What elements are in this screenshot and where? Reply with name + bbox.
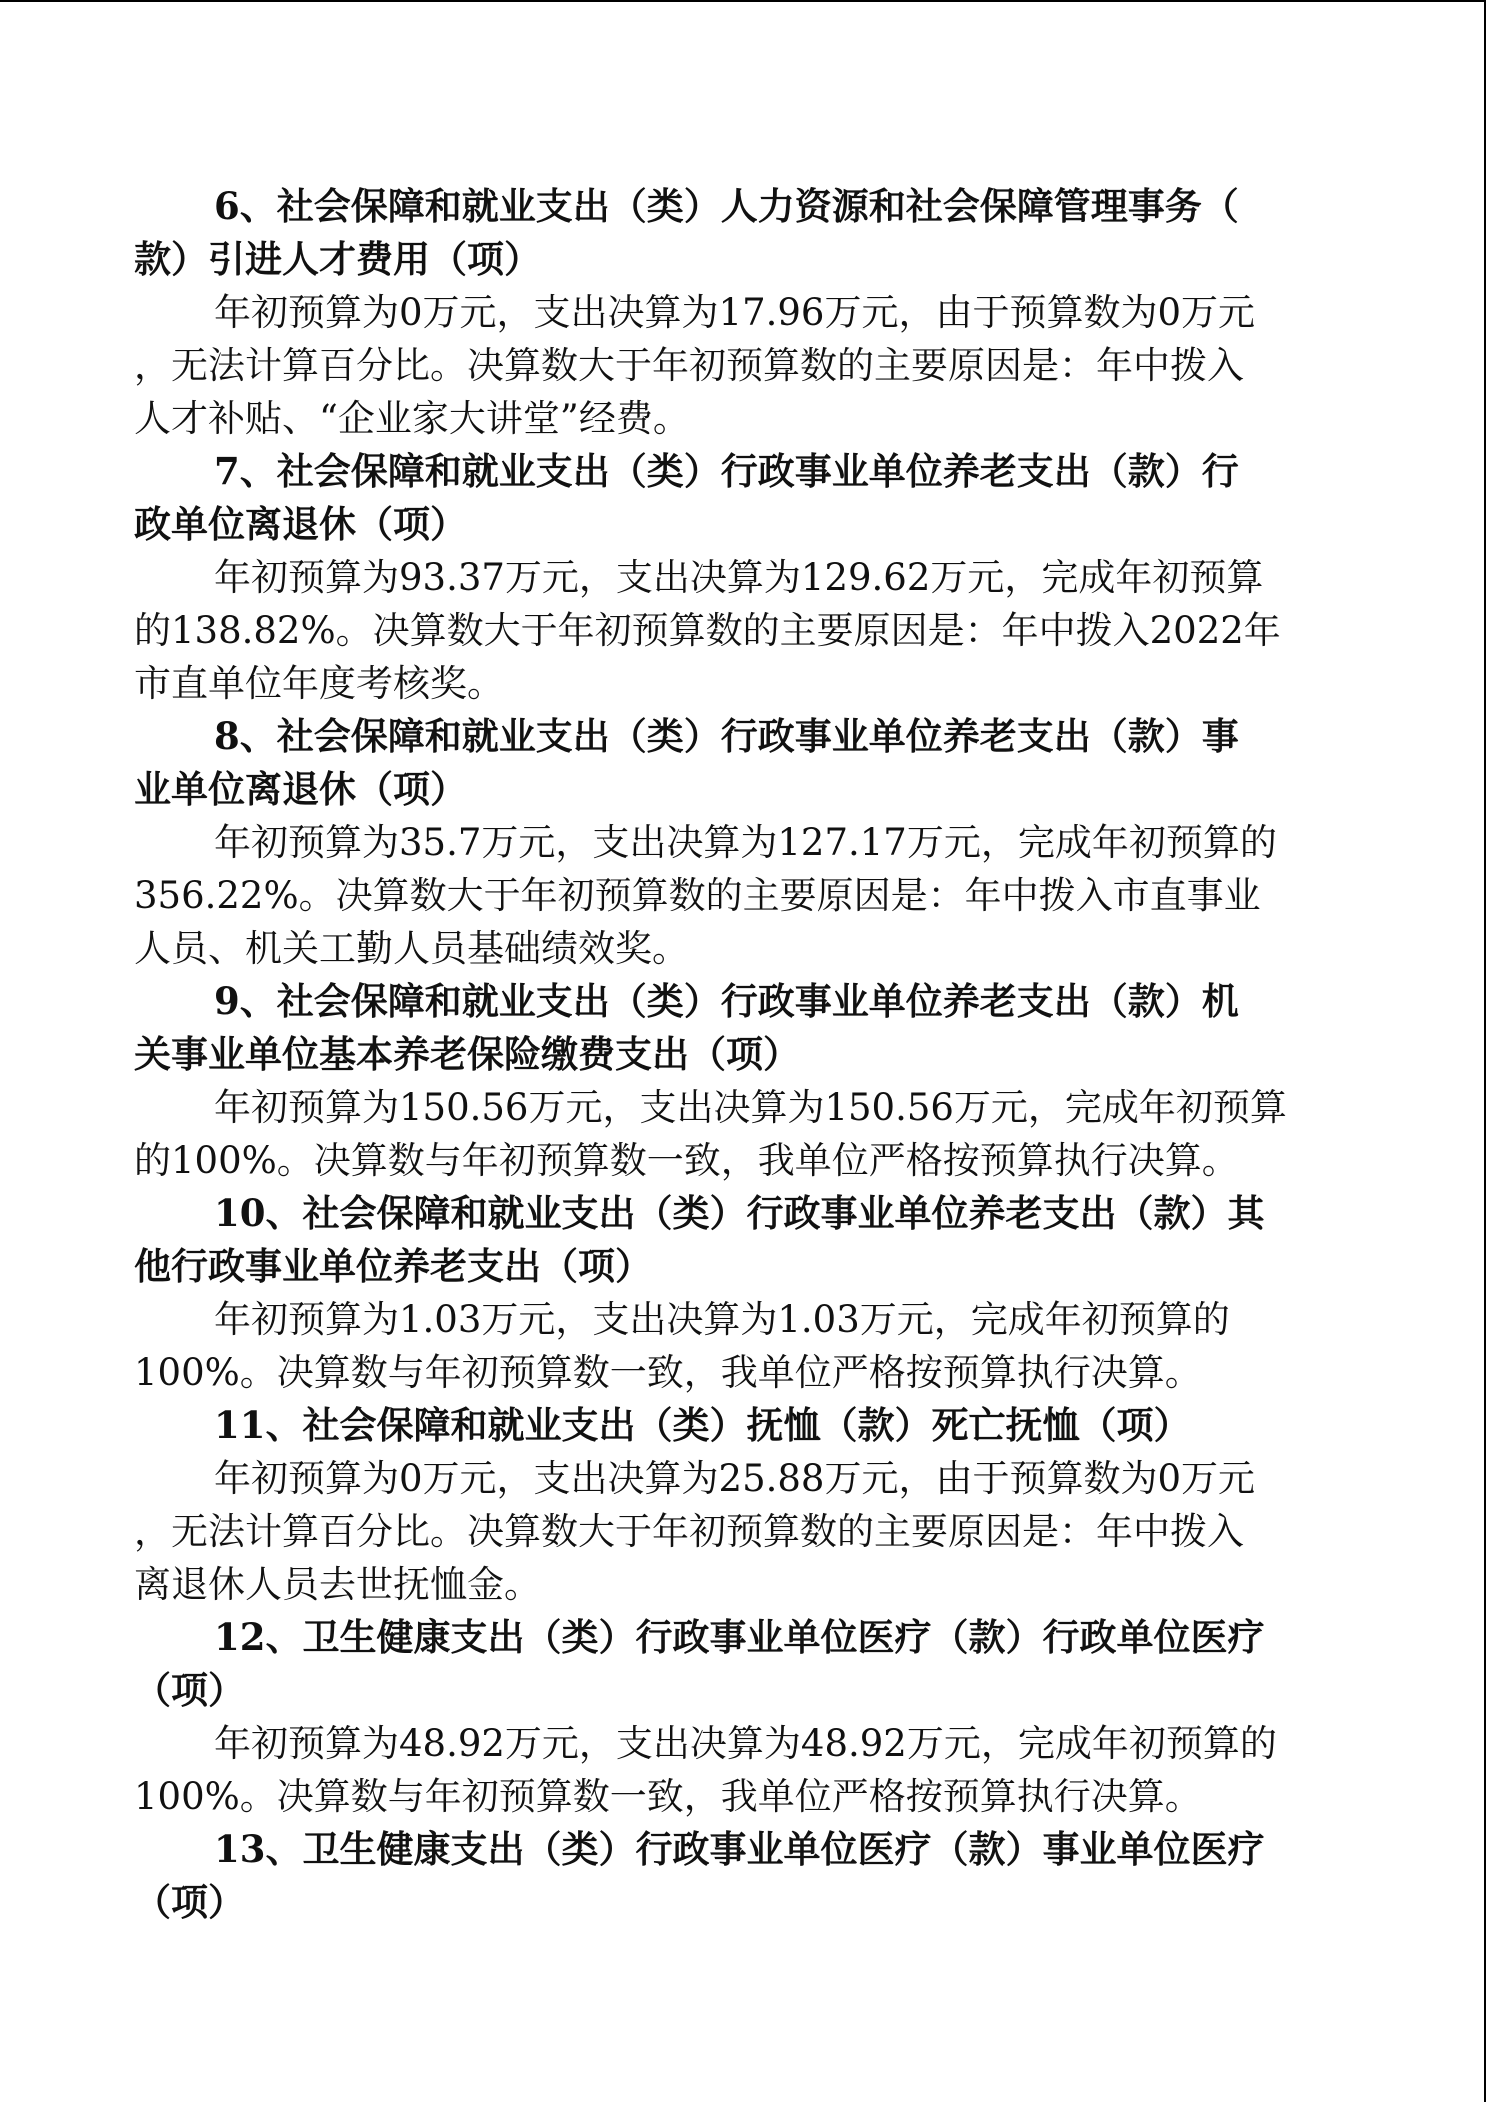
paragraph-line: ，无法计算百分比。决算数大于年初预算数的主要原因是：年中拨入: [134, 344, 1244, 387]
section-13: [134, 1823, 1338, 1929]
paragraph-line: 年初预算为48.92万元，支出决算为48.92万元，完成年初预算的: [214, 1722, 1277, 1765]
paragraph-line: 100%。决算数与年初预算数一致，我单位严格按预算执行决算。: [134, 1351, 1202, 1394]
section-heading-line: 7、社会保障和就业支出（类）行政事业单位养老支出（款）行: [214, 449, 1239, 493]
document-body: [134, 180, 1338, 1929]
section-heading-line: 业单位离退休（项）: [134, 767, 467, 811]
section-heading-line: 8、社会保障和就业支出（类）行政事业单位养老支出（款）事: [214, 714, 1239, 758]
section-12: [134, 1611, 1338, 1823]
paragraph-line: 年初预算为93.37万元，支出决算为129.62万元，完成年初预算: [214, 556, 1264, 599]
section-heading-line: 政单位离退休（项）: [134, 502, 467, 546]
paragraph-line: 100%。决算数与年初预算数一致，我单位严格按预算执行决算。: [134, 1775, 1202, 1818]
paragraph-line: ，无法计算百分比。决算数大于年初预算数的主要原因是：年中拨入: [134, 1510, 1244, 1553]
section-10: [134, 1187, 1338, 1399]
paragraph-line: 年初预算为0万元，支出决算为17.96万元，由于预算数为0万元: [214, 291, 1256, 334]
section-heading-line: 13、卫生健康支出（类）行政事业单位医疗（款）事业单位医疗: [214, 1827, 1265, 1871]
section-11: [134, 1399, 1338, 1611]
paragraph-line: 市直单位年度考核奖。: [134, 662, 504, 705]
section-heading-line: 9、社会保障和就业支出（类）行政事业单位养老支出（款）机: [214, 979, 1239, 1023]
paragraph-line: 的138.82%。决算数大于年初预算数的主要原因是：年中拨入2022年: [134, 609, 1281, 652]
section-heading-line: 款）引进人才费用（项）: [134, 237, 541, 281]
section-7: [134, 445, 1338, 710]
section-heading-line: 11、社会保障和就业支出（类）抚恤（款）死亡抚恤（项）: [214, 1403, 1191, 1447]
section-8: [134, 710, 1338, 975]
paragraph-line: 人员、机关工勤人员基础绩效奖。: [134, 927, 689, 970]
section-9: [134, 975, 1338, 1187]
section-heading-line: 关事业单位基本养老保险缴费支出（项）: [134, 1032, 800, 1076]
paragraph-line: 年初预算为1.03万元，支出决算为1.03万元，完成年初预算的: [214, 1298, 1230, 1341]
section-heading-line: 6、社会保障和就业支出（类）人力资源和社会保障管理事务（: [214, 184, 1239, 228]
paragraph-line: 356.22%。决算数大于年初预算数的主要原因是：年中拨入市直事业: [134, 874, 1261, 917]
paragraph-line: 年初预算为0万元，支出决算为25.88万元，由于预算数为0万元: [214, 1457, 1256, 1500]
section-heading-line: （项）: [134, 1668, 245, 1712]
section-heading-line: 12、卫生健康支出（类）行政事业单位医疗（款）行政单位医疗: [214, 1615, 1265, 1659]
section-heading-line: 他行政事业单位养老支出（项）: [134, 1244, 652, 1288]
paragraph-line: 人才补贴、“企业家大讲堂”经费。: [134, 397, 690, 440]
section-heading-line: 10、社会保障和就业支出（类）行政事业单位养老支出（款）其: [214, 1191, 1265, 1235]
paragraph-line: 年初预算为150.56万元，支出决算为150.56万元，完成年初预算: [214, 1086, 1287, 1129]
paragraph-line: 年初预算为35.7万元，支出决算为127.17万元，完成年初预算的: [214, 821, 1277, 864]
paragraph-line: 的100%。决算数与年初预算数一致，我单位严格按预算执行决算。: [134, 1139, 1239, 1182]
section-6: [134, 180, 1338, 445]
section-heading-line: （项）: [134, 1880, 245, 1924]
paragraph-line: 离退休人员去世抚恤金。: [134, 1563, 541, 1606]
